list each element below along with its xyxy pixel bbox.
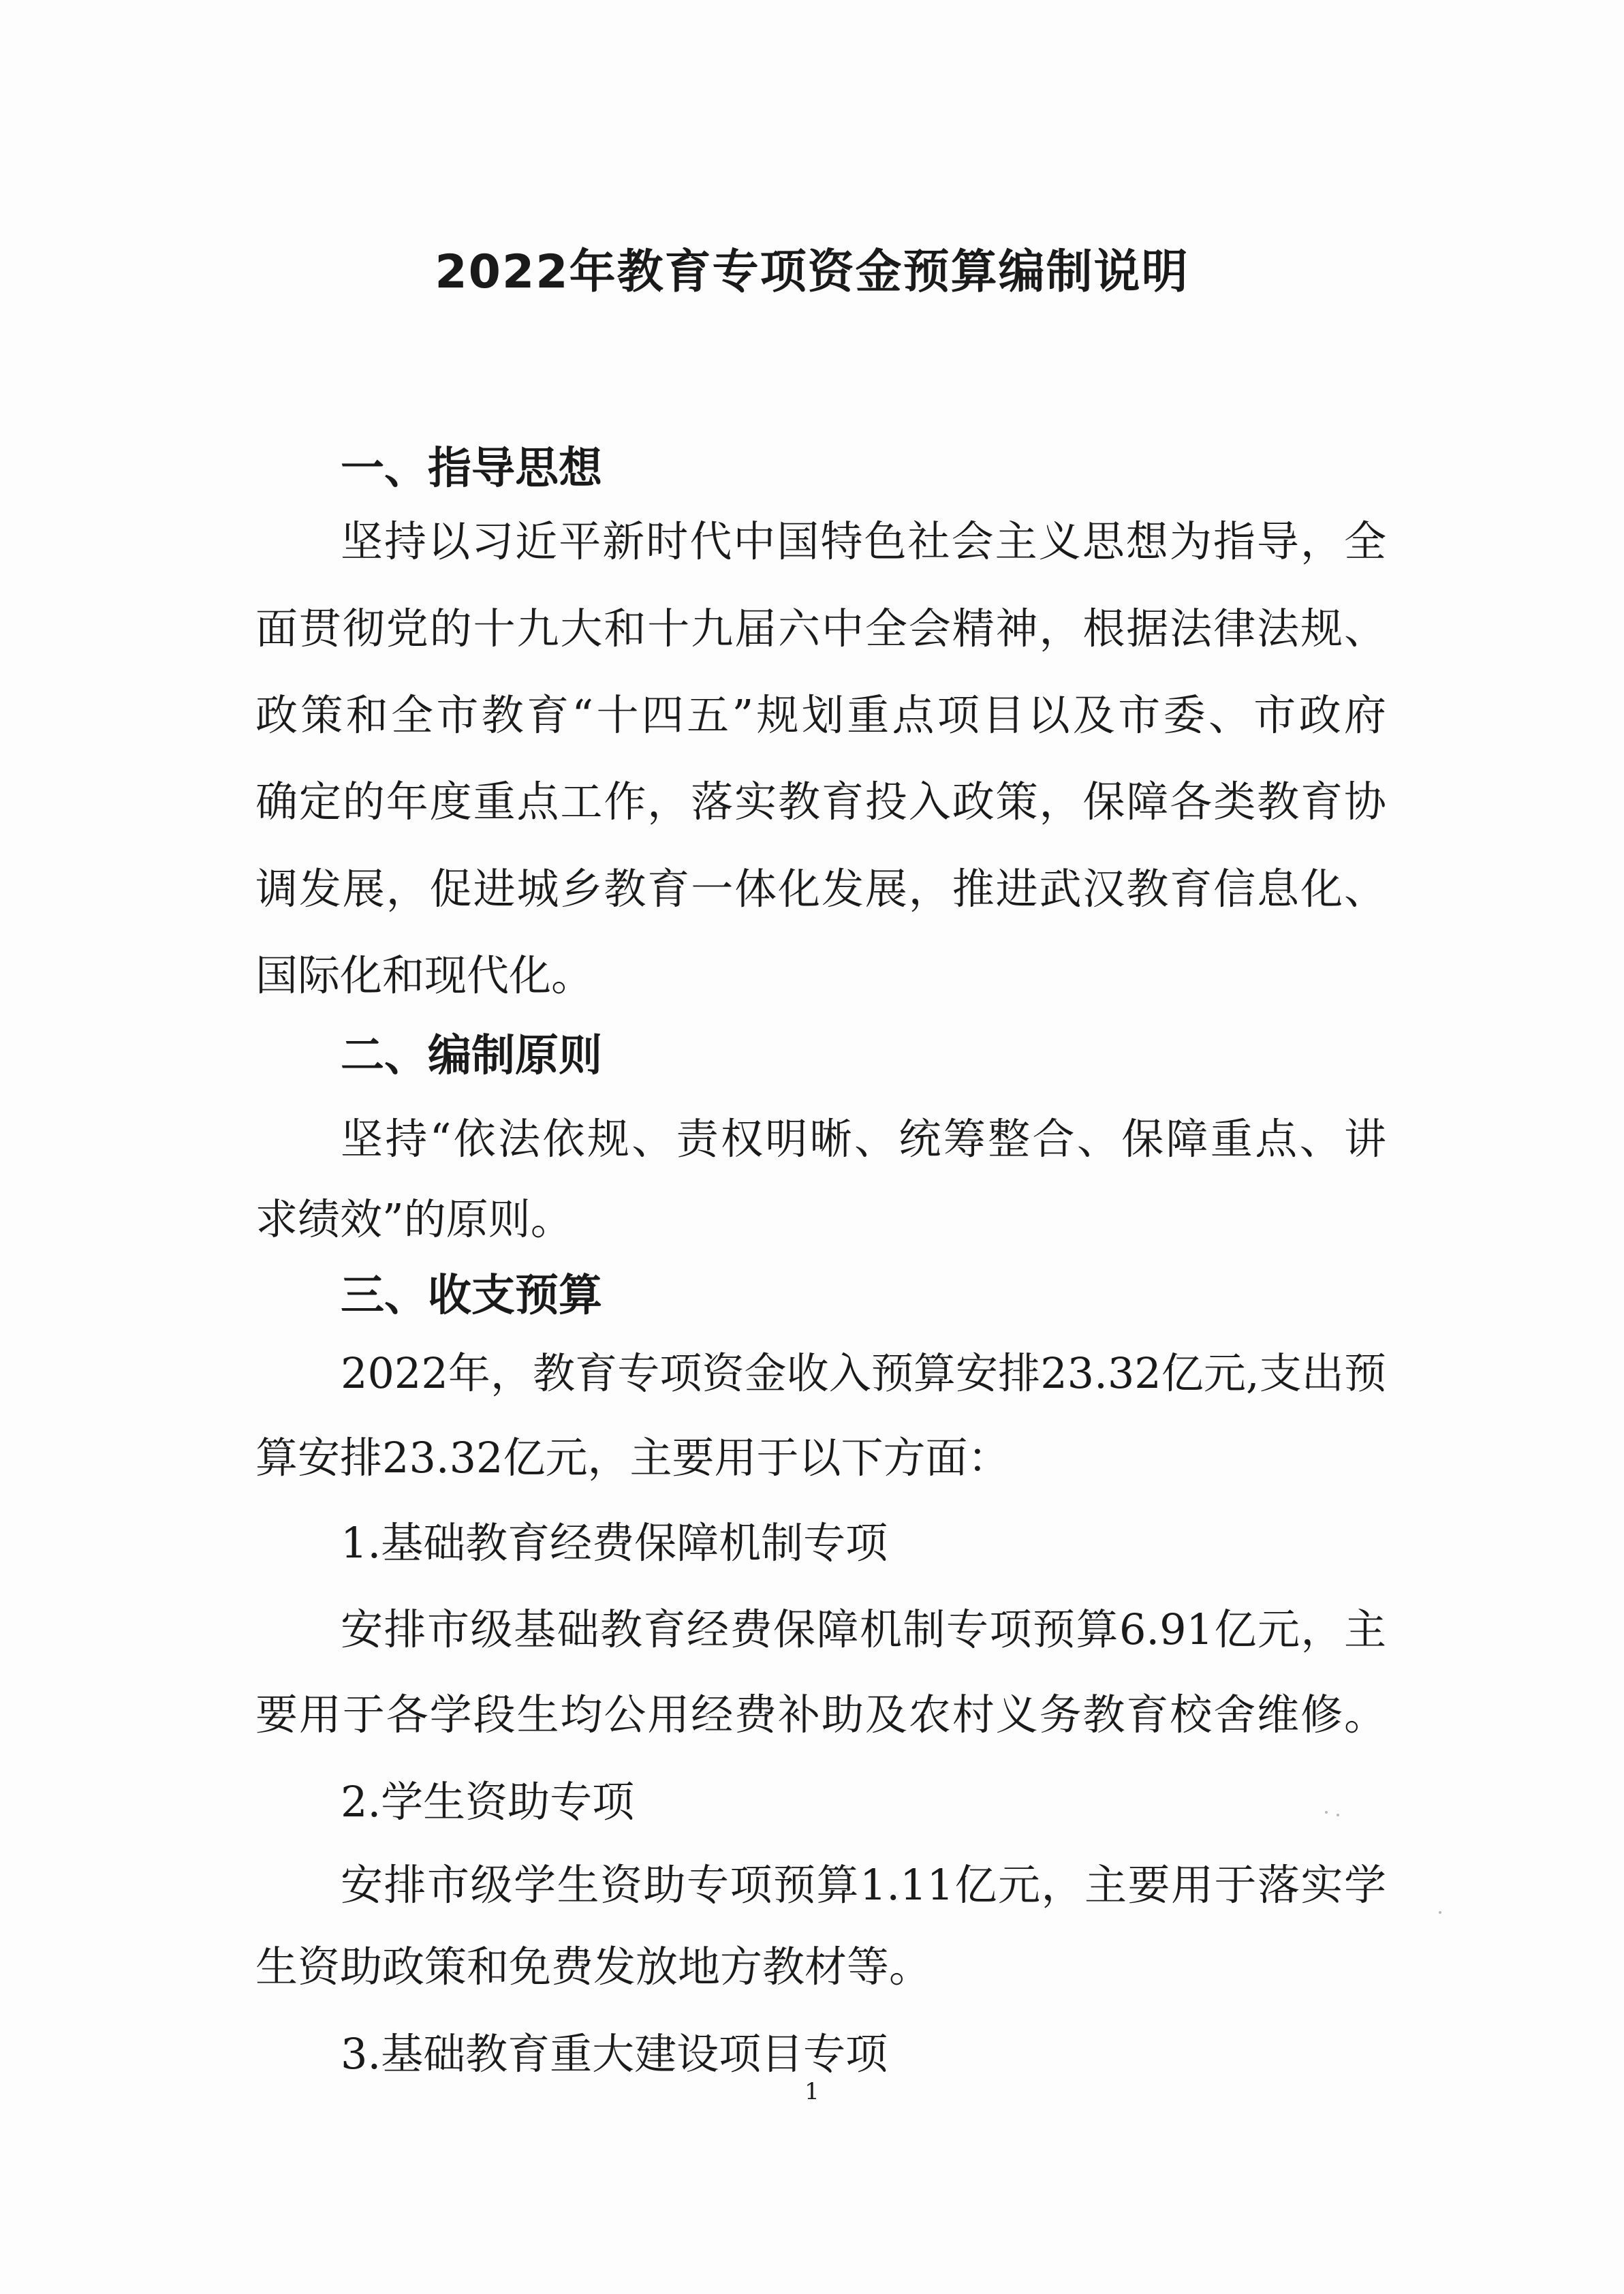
section-heading-compilation-principles: 二、编制原则 bbox=[341, 1031, 602, 1081]
paragraph-line: 政策和全市教育“十四五”规划重点项目以及市委、市政府 bbox=[255, 690, 1386, 740]
section-heading-budget: 三、收支预算 bbox=[341, 1271, 602, 1321]
section-heading-guiding-ideology: 一、指导思想 bbox=[341, 444, 602, 494]
paragraph-line: 安排市级基础教育经费保障机制专项预算6.91亿元，主 bbox=[341, 1605, 1386, 1654]
item-title: 3.基础教育重大建设项目专项 bbox=[341, 2029, 888, 2079]
paragraph-line: 安排市级学生资助专项预算1.11亿元，主要用于落实学 bbox=[341, 1860, 1386, 1910]
paragraph-line: 调发展，促进城乡教育一体化发展，推进武汉教育信息化、 bbox=[255, 864, 1386, 914]
scan-speck bbox=[1439, 1911, 1441, 1914]
paragraph-line: 坚持“依法依规、责权明晰、统筹整合、保障重点、讲 bbox=[341, 1114, 1386, 1164]
scan-speck bbox=[1337, 1814, 1339, 1816]
paragraph-line: 生资助政策和免费发放地方教材等。 bbox=[255, 1942, 932, 1991]
document-title: 2022年教育专项资金预算编制说明 bbox=[435, 245, 1189, 299]
scan-speck bbox=[1325, 1811, 1328, 1814]
paragraph-line: 要用于各学段生均公用经费补助及农村义务教育校舍维修。 bbox=[255, 1690, 1386, 1739]
paragraph-line: 面贯彻党的十九大和十九届六中全会精神，根据法律法规、 bbox=[255, 604, 1386, 653]
item-title: 2.学生资助专项 bbox=[341, 1777, 635, 1827]
item-title: 1.基础教育经费保障机制专项 bbox=[341, 1518, 888, 1568]
paragraph-line: 2022年，教育专项资金收入预算安排23.32亿元,支出预 bbox=[341, 1348, 1386, 1398]
paragraph-line: 算安排23.32亿元，主要用于以下方面： bbox=[255, 1433, 1010, 1483]
page-number: 1 bbox=[805, 2078, 819, 2105]
paragraph-line: 国际化和现代化。 bbox=[255, 950, 594, 1000]
paragraph-line: 求绩效”的原则。 bbox=[255, 1194, 573, 1244]
paragraph-line: 确定的年度重点工作，落实教育投入政策，保障各类教育协 bbox=[255, 777, 1386, 826]
paragraph-line: 坚持以习近平新时代中国特色社会主义思想为指导，全 bbox=[341, 516, 1386, 566]
